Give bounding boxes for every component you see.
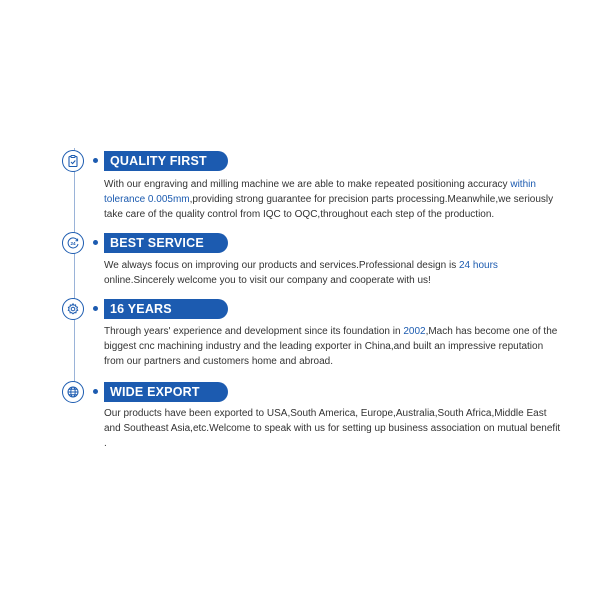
clipboard-check-icon bbox=[62, 150, 84, 172]
section-description: Our products have been exported to USA,South America, Europe,Australia,South Africa,Middle East and Southeast Asia,etc.Welcome to speak with us for setting up business association on mutual benefit . bbox=[104, 408, 561, 449]
timeline-dot bbox=[93, 158, 98, 163]
24-hours-icon bbox=[62, 232, 84, 254]
globe-icon bbox=[62, 381, 84, 403]
section-title: WIDE EXPORT bbox=[104, 382, 228, 402]
section-title: BEST SERVICE bbox=[104, 233, 228, 253]
section-title: 16 YEARS bbox=[104, 299, 228, 319]
timeline-dot bbox=[93, 240, 98, 245]
timeline-line bbox=[74, 148, 75, 398]
highlight-text: 2002 bbox=[403, 326, 426, 337]
section-description: We always focus on improving our products and services.Professional design is 24 hours online.Sincerely welcome you to visit our company and cooperate with us! bbox=[104, 260, 498, 286]
highlight-text: 24 hours bbox=[459, 260, 498, 271]
section-description: Through years' experience and development since its foundation in 2002,Mach has become one of the biggest cnc machining industry and the leading exporter in China,and built an impressive reputation from our partners and customers home and abroad. bbox=[104, 326, 558, 367]
timeline-dot bbox=[93, 306, 98, 311]
section-description: With our engraving and milling machine we are able to make repeated positioning accuracy within tolerance 0.005mm,providing strong guarantee for precision parts processing.Meanwhile,we seriously take care of the quality control from IQC to OQC,throughout each step of the production. bbox=[104, 179, 554, 220]
timeline-dot bbox=[93, 389, 98, 394]
gear-icon bbox=[62, 298, 84, 320]
highlight-text: within tolerance 0.005mm bbox=[104, 179, 536, 205]
svg-text:24: 24 bbox=[70, 241, 76, 246]
section-title: QUALITY FIRST bbox=[104, 151, 228, 171]
